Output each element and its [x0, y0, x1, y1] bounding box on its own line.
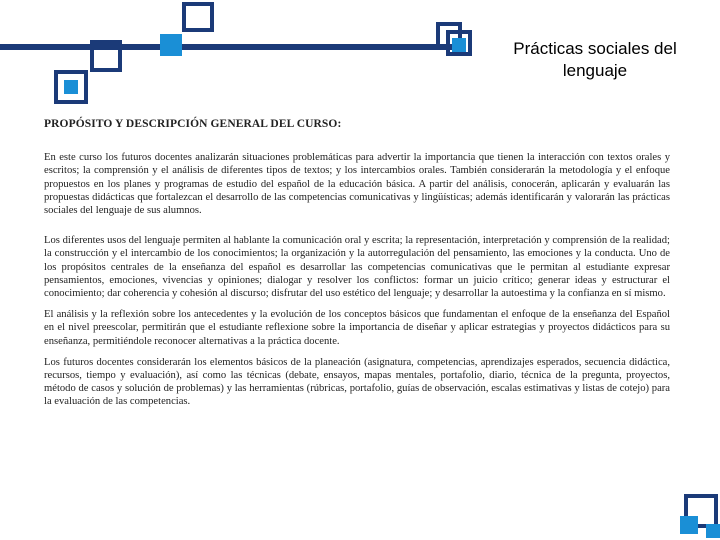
document-heading: PROPÓSITO Y DESCRIPCIÓN GENERAL DEL CURSO:: [44, 118, 342, 130]
document-paragraph: Los diferentes usos del lenguaje permiten al hablante la comunicación oral y escrita; la representación, interpretación y comprensión de la realidad; la construcción y el intercambio de los conocimientos; la organización y la autorregulación del pensamiento, las emociones y la conducta. Uno de los propósitos centrales de la enseñanza del español es desarrollar las competencias comunicativas que le permitan al estudiante expresar pensamientos, emociones, vivencias y opiniones; dialogar y resolver los conflictos: formar un juicio crítico; generar ideas y estructurar el conocimiento; dar coherencia y cohesión al discurso; disfrutar del uso estético del lenguaje; y desarrollar la autoestima y la confianza en sí mismo.: [44, 235, 670, 300]
document-paragraph: El análisis y la reflexión sobre los antecedentes y la evolución de los conceptos básicos que fundamentan el enfoque de la enseñanza del Español en el nivel preescolar, permitirán que el estudiante reflexione sobre la importancia de diseñar y aplicar estrategias y proyectos didácticos para su enseñanza, permitiéndole reconocer alternativas a la práctica docente.: [44, 309, 670, 347]
document-paragraph: Los futuros docentes considerarán los elementos básicos de la planeación (asignatura, competencias, aprendizajes esperados, secuencia didáctica, recursos, tiempo y evaluación), así como las técnicas (debate, ensayos, mapas mentales, portafolio, diario, técnica de la pregunta, proyectos, método de casos y solución de problemas) y las herramientas (rúbricas, portafolio, guías de observación, escalas estimativas y listas de cotejo) para la evaluación de las competencias.: [44, 356, 670, 408]
decor-square-outline: [182, 2, 214, 32]
decor-square-filled: [706, 524, 720, 538]
header-decor-bar: [0, 44, 460, 50]
document-paragraph: En este curso los futuros docentes analizarán situaciones problemáticas para advertir la importancia que tienen la interacción con textos orales y escritos; la comprensión y el análisis de diferentes tipos de textos; y los intercambios orales. También considerarán la metodología y el enfoque propuestos en los planes y programas de estudio del español de la educación básica. A partir del análisis, conocerán, aplicarán y evaluarán las propuestas didácticas que fortalezcan el desarrollo de las competencias comunicativas y lingüísticas; además identificarán y valorarán las prácticas sociales del lenguaje de sus alumnos.: [44, 152, 670, 217]
slide-title: Prácticas sociales del lenguaje: [513, 39, 677, 80]
decor-square-filled: [160, 34, 182, 56]
decor-square-filled: [64, 80, 78, 94]
decor-square-filled: [680, 516, 698, 534]
decor-square-filled: [452, 38, 466, 52]
document-body: [44, 118, 670, 409]
decor-square-outline: [90, 40, 122, 72]
